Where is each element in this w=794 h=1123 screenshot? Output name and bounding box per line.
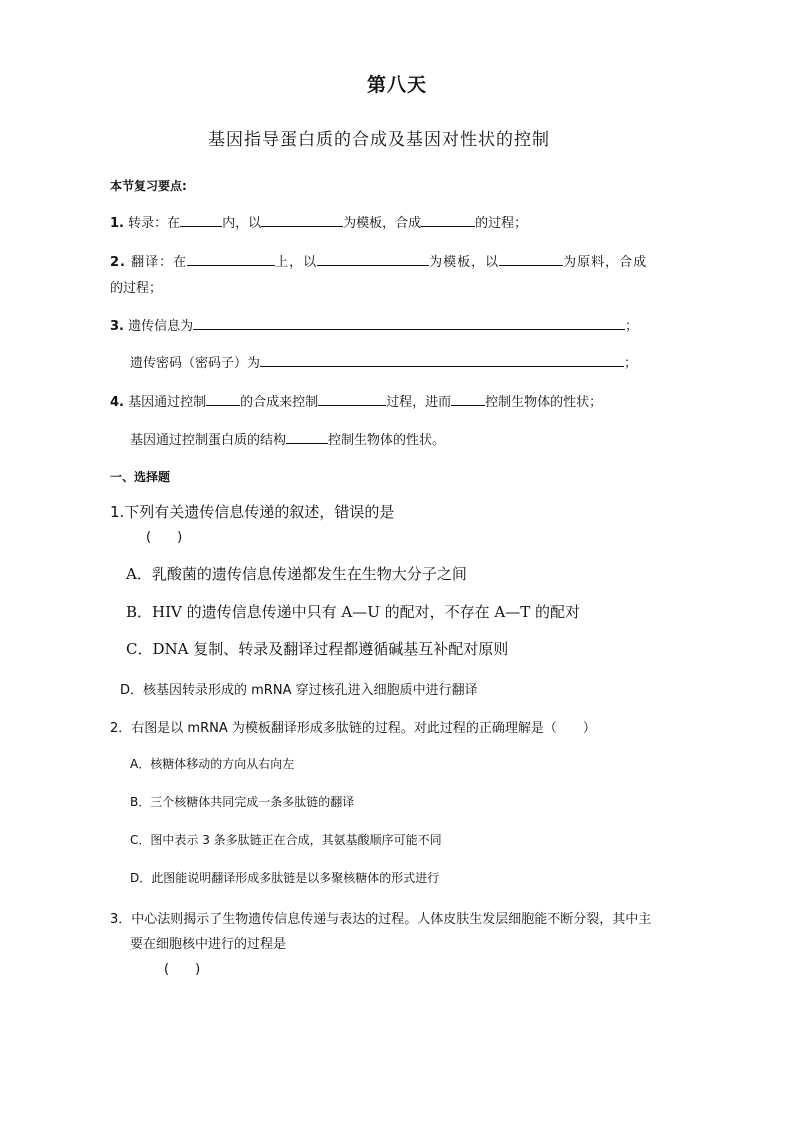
section-heading: 一、选择题 [110,470,171,484]
item-text: ； [625,319,639,334]
item-text: 内，以 [222,216,262,231]
fill-blank[interactable] [286,431,328,444]
fill-blank[interactable] [260,354,624,367]
item-text: 为模板，合成 [343,216,422,231]
fill-blank[interactable] [499,253,563,266]
item-text: 过程，进而 [386,395,452,410]
item-text: 为原料，合成 [563,255,648,270]
fill-blank[interactable] [451,393,485,406]
fill-blank[interactable] [193,317,625,330]
item-text: 转录：在 [128,216,181,231]
item-text: 遗传密码（密码子）为 [130,356,261,371]
fill-blank[interactable] [317,253,429,266]
item-text: 控制生物体的性状； [485,395,603,410]
question-1-option-a[interactable]: A．乳酸菌的遗传信息传递都发生在生物大分子之间 [126,565,467,583]
review-heading: 本节复习要点: [110,179,187,193]
item-text: 控制生物体的性状。 [328,433,446,448]
question-3-answer-paren[interactable]: ( ) [164,962,201,977]
fill-blank[interactable] [180,214,222,227]
item-text: 遗传信息为 [128,319,194,334]
question-2-option-d[interactable]: D．此图能说明翻译形成多肽链是以多聚核糖体的形式进行 [130,871,440,885]
question-1-option-b[interactable]: B．HIV 的遗传信息传递中只有 A—U 的配对，不存在 A—T 的配对 [126,603,581,621]
review-item-2 [110,251,647,270]
question-1-option-d[interactable]: D．核基因转录形成的 mRNA 穿过核孔进入细胞质中进行翻译 [120,683,478,698]
review-item-3b [130,352,637,371]
review-item-2-cont: 的过程； [110,281,163,296]
question-2-stem: 2．右图是以 mRNA 为模板翻译形成多肽链的过程。对此过程的正确理解是（ ） [110,721,596,736]
item-text: 翻译：在 [131,255,188,270]
question-2-option-c[interactable]: C．图中表示 3 条多肽链正在合成，其氨基酸顺序可能不同 [130,833,442,847]
review-item-4b [130,429,445,448]
fill-blank[interactable] [421,214,475,227]
question-1-option-c[interactable]: C．DNA 复制、转录及翻译过程都遵循碱基互补配对原则 [126,640,509,658]
fill-blank[interactable] [261,214,343,227]
question-1-answer-paren[interactable]: ( ) [146,530,183,545]
question-1-stem: 1.下列有关遗传信息传递的叙述，错误的是 [110,503,395,521]
item-text: 上，以 [275,255,318,270]
review-item-3 [110,315,638,334]
question-2-option-b[interactable]: B．三个核糖体共同完成一条多肽链的翻译 [130,795,355,809]
item-text: 基因通过控制 [128,395,207,410]
item-text: 的过程； [475,216,528,231]
fill-blank[interactable] [318,393,386,406]
item-number: 1. [110,216,124,231]
question-3-stem-line-2: 要在细胞核中进行的过程是 [130,937,287,952]
review-item-4 [110,391,602,410]
item-text: ； [624,356,638,371]
fill-blank[interactable] [187,253,275,266]
question-2-option-a[interactable]: A．核糖体移动的方向从右向左 [130,757,295,771]
page-subtitle: 基因指导蛋白质的合成及基因对性状的控制 [208,130,550,150]
fill-blank[interactable] [206,393,240,406]
question-3-stem-line-1: 3．中心法则揭示了生物遗传信息传递与表达的过程。人体皮肤生发层细胞能不断分裂，其中主 [110,912,652,927]
item-text: 基因通过控制蛋白质的结构 [130,433,287,448]
item-number: 3. [110,319,124,334]
page-title: 第八天 [367,74,428,96]
item-number: 4. [110,395,124,410]
review-item-1 [110,212,527,231]
item-number: 2. [110,255,126,270]
item-text: 为模板，以 [429,255,500,270]
item-text: 的合成来控制 [240,395,319,410]
